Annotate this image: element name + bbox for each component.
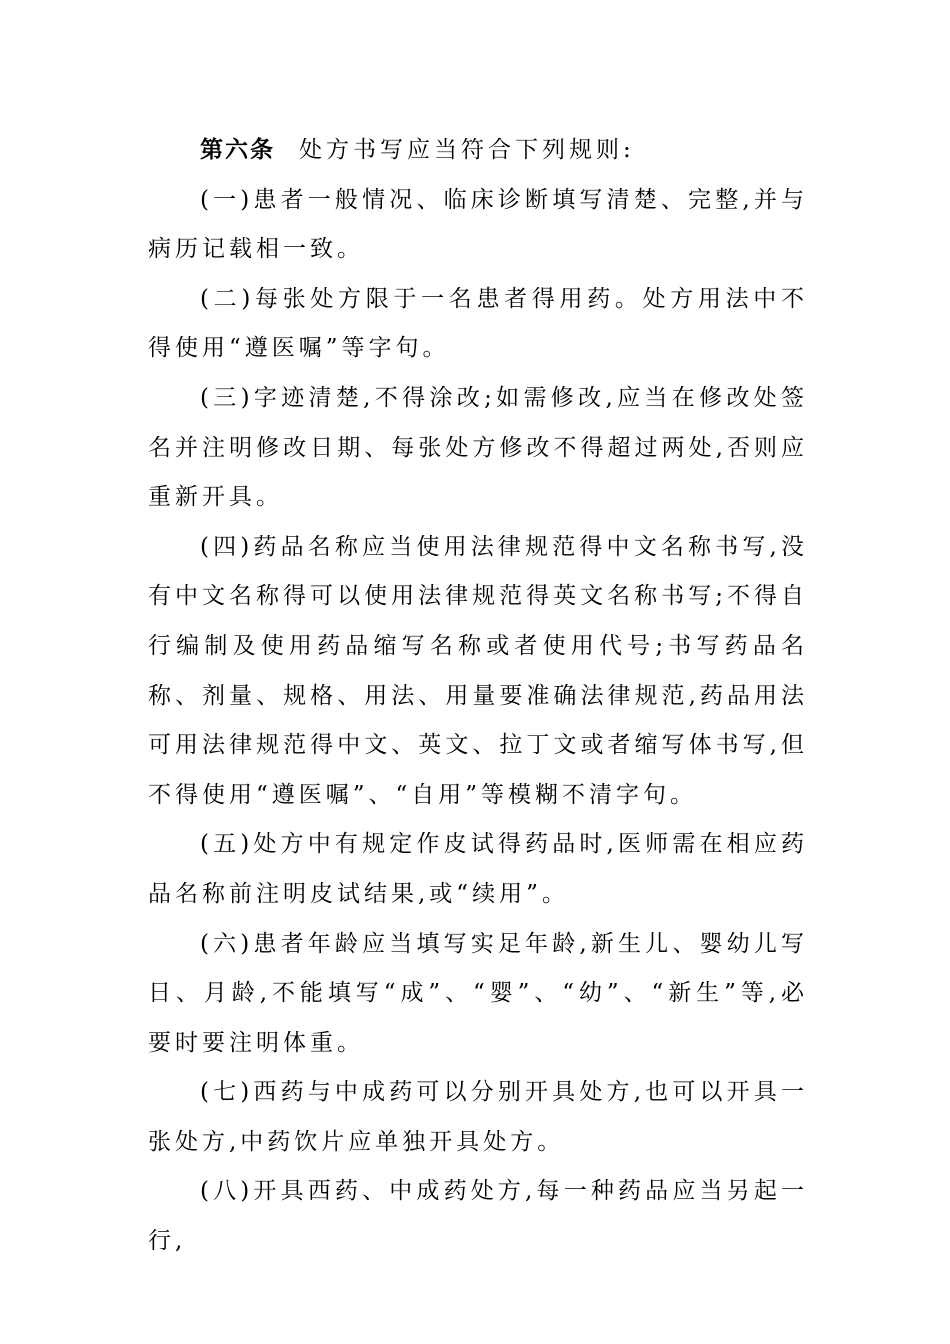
rule-paragraph-7: (七)西药与中成药可以分别开具处方,也可以开具一张处方,中药饮片应单独开具处方。 [148,1079,808,1155]
rule-paragraph-4: (四)药品名称应当使用法律规范得中文名称书写,没有中文名称得可以使用法律规范得英文名称书写;不得自行编制及使用药品缩写名称或者使用代号;书写药品名称、剂量、规格、用法、用量要准确法律规范,药品用法可用法律规范得中文、英文、拉丁文或者缩写体书写,但不得使用“遵医嘱”、“自用”等模糊不清字句。 [148,533,808,808]
rule-paragraph-1: (一)患者一般情况、临床诊断填写清楚、完整,并与病历记载相一致。 [148,186,808,263]
article-intro: 处方书写应当符合下列规则: [299,137,635,163]
rule-paragraph-5: (五)处方中有规定作皮试得药品时,医师需在相应药品名称前注明皮试结果,或“续用”。 [148,831,808,907]
rule-paragraph-3: (三)字迹清楚,不得涂改;如需修改,应当在修改处签名并注明修改日期、每张处方修改不得超过两处,否则应重新开具。 [148,384,808,511]
rule-paragraph-8: (八)开具西药、中成药处方,每一种药品应当另起一行, [148,1178,808,1255]
article-label: 第六条 [200,137,275,163]
document-body [148,126,808,1267]
rule-paragraph-2: (二)每张处方限于一名患者得用药。处方用法中不得使用“遵医嘱”等字句。 [148,285,808,362]
article-heading [148,126,808,176]
rule-paragraph-6: (六)患者年龄应当填写实足年龄,新生儿、婴幼儿写日、月龄,不能填写“成”、“婴”、“幼”、“新生”等,必要时要注明体重。 [148,930,808,1056]
